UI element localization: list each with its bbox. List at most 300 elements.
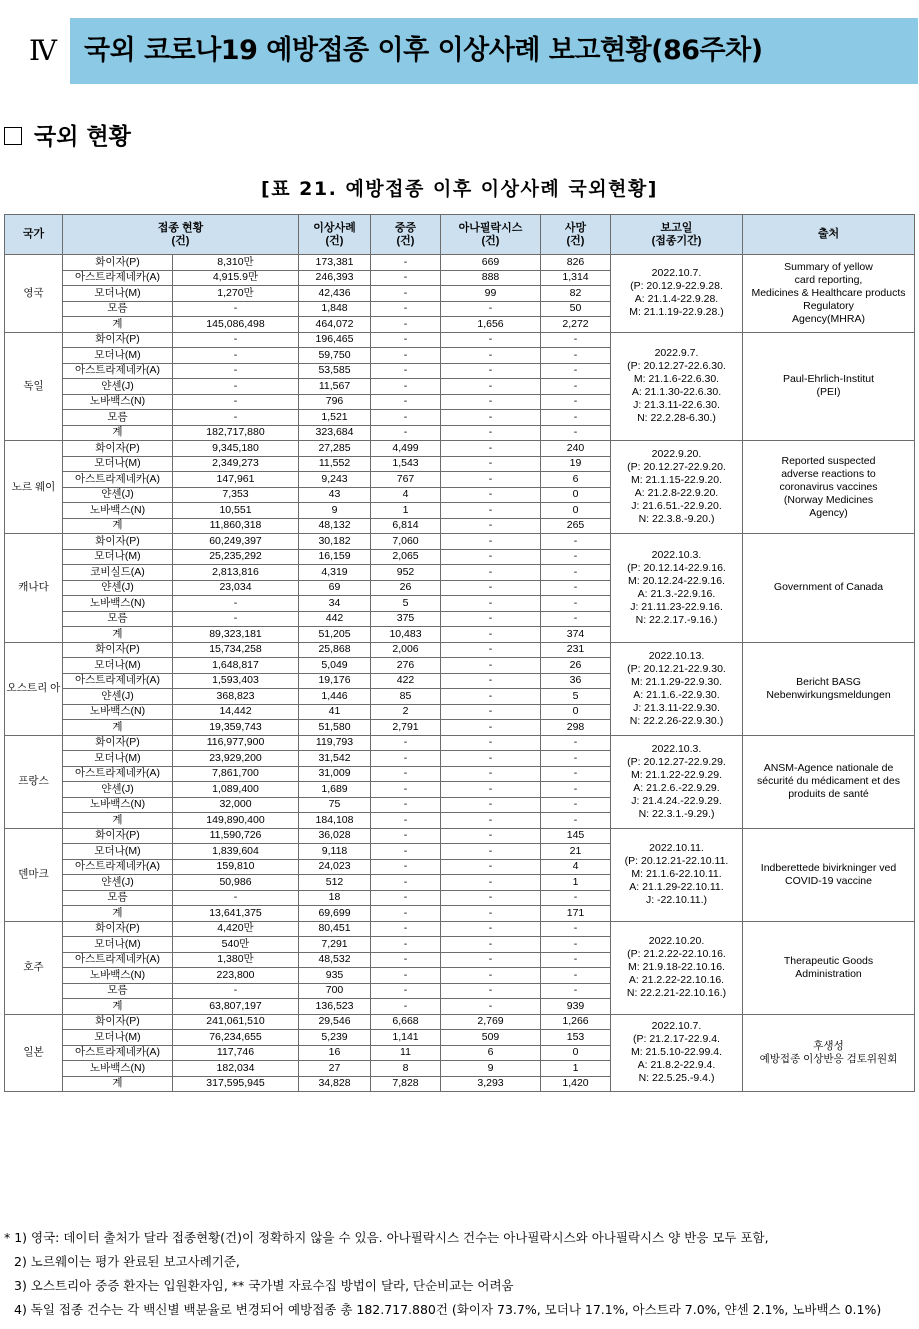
table-cell: - — [441, 937, 541, 953]
table-cell: 240 — [541, 441, 611, 457]
table-cell: 53,585 — [299, 363, 371, 379]
table-cell: - — [371, 425, 441, 441]
vaccine-name: 계 — [63, 425, 173, 441]
vaccine-name: 계 — [63, 720, 173, 736]
column-header: 이상사례 (건) — [299, 215, 371, 255]
table-cell: - — [173, 410, 299, 426]
table-cell: 19,359,743 — [173, 720, 299, 736]
table-cell: 4,420만 — [173, 921, 299, 937]
table-cell: 18 — [299, 890, 371, 906]
section-title: 국외 현황 — [34, 124, 131, 150]
table-cell: - — [371, 875, 441, 891]
table-cell: - — [371, 844, 441, 860]
vaccine-name: 노바백스(N) — [63, 1061, 173, 1077]
table-row — [5, 534, 915, 550]
table-cell: 2,006 — [371, 642, 441, 658]
table-cell: 19,176 — [299, 673, 371, 689]
table-row — [5, 255, 915, 271]
country-name: 프랑스 — [5, 735, 63, 828]
table-cell: 223,800 — [173, 968, 299, 984]
table-cell: - — [173, 379, 299, 395]
table-cell: 145 — [541, 828, 611, 844]
table-cell: - — [441, 534, 541, 550]
vaccine-name: 아스트라제네카(A) — [63, 859, 173, 875]
table-cell: 11,567 — [299, 379, 371, 395]
footnote: 4) 독일 접종 건수는 각 백신별 백분율로 변경되어 예방접종 총 182.717.880건 (화이자 73.7%, 모더나 17.1%, 아스트라 7.0%, 얀센 2.1%, 노바백스 0.1%) — [14, 1302, 882, 1317]
table-cell: 82 — [541, 286, 611, 302]
table-cell: 26 — [371, 580, 441, 596]
table-cell: 2 — [371, 704, 441, 720]
table-cell: - — [441, 875, 541, 891]
table-cell: 796 — [299, 394, 371, 410]
table-cell: - — [541, 596, 611, 612]
table-cell: 23,034 — [173, 580, 299, 596]
table-cell: 8 — [371, 1061, 441, 1077]
table-cell: - — [371, 348, 441, 364]
vaccine-name: 모더나(M) — [63, 751, 173, 767]
table-cell: 4,915.9만 — [173, 270, 299, 286]
country-name: 영국 — [5, 255, 63, 333]
table-cell: - — [441, 611, 541, 627]
table-cell: - — [541, 968, 611, 984]
table-cell: 5 — [371, 596, 441, 612]
vaccine-name: 화이자(P) — [63, 642, 173, 658]
table-cell: 512 — [299, 875, 371, 891]
vaccine-name: 모더나(M) — [63, 844, 173, 860]
country-name: 독일 — [5, 332, 63, 441]
table-cell: 4 — [541, 859, 611, 875]
vaccine-name: 모더나(M) — [63, 1030, 173, 1046]
table-cell: - — [441, 456, 541, 472]
table-cell: 59,750 — [299, 348, 371, 364]
table-cell: 7,291 — [299, 937, 371, 953]
table-cell: 159,810 — [173, 859, 299, 875]
table-cell: - — [441, 689, 541, 705]
vaccine-name: 얀센(J) — [63, 379, 173, 395]
table-cell: - — [371, 379, 441, 395]
vaccine-name: 모더나(M) — [63, 549, 173, 565]
table-cell: 116,977,900 — [173, 735, 299, 751]
table-cell: - — [371, 751, 441, 767]
table-cell: - — [541, 735, 611, 751]
table-cell: 10,483 — [371, 627, 441, 643]
table-row — [5, 828, 915, 844]
column-header: 아나필락시스 (건) — [441, 215, 541, 255]
table-cell: 184,108 — [299, 813, 371, 829]
adverse-events-table — [4, 214, 915, 1092]
vaccine-name: 계 — [63, 518, 173, 534]
vaccine-name: 노바백스(N) — [63, 503, 173, 519]
table-cell: 5,049 — [299, 658, 371, 674]
chapter-number: Ⅳ — [20, 18, 66, 84]
table-cell: 374 — [541, 627, 611, 643]
table-cell: - — [173, 611, 299, 627]
table-cell: 4,499 — [371, 441, 441, 457]
table-cell: 26 — [541, 658, 611, 674]
table-cell: 9,345,180 — [173, 441, 299, 457]
table-cell: 0 — [541, 487, 611, 503]
vaccine-name: 모더나(M) — [63, 658, 173, 674]
table-cell: - — [441, 441, 541, 457]
table-cell: - — [441, 627, 541, 643]
table-cell: 7,060 — [371, 534, 441, 550]
data-source: Therapeutic Goods Administration — [743, 921, 915, 1014]
table-cell: 136,523 — [299, 999, 371, 1015]
table-cell: 34,828 — [299, 1076, 371, 1092]
table-body — [5, 255, 915, 1092]
table-cell: - — [441, 673, 541, 689]
table-cell: 0 — [541, 1045, 611, 1061]
table-cell: - — [541, 348, 611, 364]
table-cell: 51,205 — [299, 627, 371, 643]
country-name: 캐나다 — [5, 534, 63, 643]
table-cell: 6 — [441, 1045, 541, 1061]
column-header: 사망 (건) — [541, 215, 611, 255]
table-cell: - — [173, 596, 299, 612]
column-header: 중증 (건) — [371, 215, 441, 255]
table-cell: 464,072 — [299, 317, 371, 333]
table-cell: 50 — [541, 301, 611, 317]
table-cell: - — [173, 890, 299, 906]
chapter-header — [0, 18, 919, 84]
table-cell: 1,314 — [541, 270, 611, 286]
table-cell: 50,986 — [173, 875, 299, 891]
vaccine-name: 얀센(J) — [63, 689, 173, 705]
table-cell: 31,542 — [299, 751, 371, 767]
table-cell: - — [441, 425, 541, 441]
table-cell: - — [541, 611, 611, 627]
table-cell: - — [441, 952, 541, 968]
table-cell: - — [441, 580, 541, 596]
table-cell: 265 — [541, 518, 611, 534]
table-cell: 41 — [299, 704, 371, 720]
footnote: * 1) 영국: 데이터 출처가 달라 접종현황(건)이 정확하지 않을 수 있음. 아나필락시스 건수는 아나필락시스와 아나필락시스 양 반응 모두 포함, — [4, 1230, 769, 1245]
table-cell: - — [541, 766, 611, 782]
table-cell: - — [441, 394, 541, 410]
table-cell: 51,580 — [299, 720, 371, 736]
vaccine-name: 계 — [63, 627, 173, 643]
table-cell: 1 — [541, 875, 611, 891]
column-header: 국가 — [5, 215, 63, 255]
table-cell: 442 — [299, 611, 371, 627]
column-header: 출처 — [743, 215, 915, 255]
vaccine-name: 노바백스(N) — [63, 797, 173, 813]
table-cell: - — [173, 394, 299, 410]
table-cell: 48,132 — [299, 518, 371, 534]
table-cell: - — [371, 999, 441, 1015]
table-cell: - — [371, 906, 441, 922]
vaccine-name: 화이자(P) — [63, 534, 173, 550]
table-cell: 368,823 — [173, 689, 299, 705]
table-cell: 1,656 — [441, 317, 541, 333]
table-cell: 1,141 — [371, 1030, 441, 1046]
table-cell: - — [441, 549, 541, 565]
table-cell: - — [541, 813, 611, 829]
table-cell: - — [371, 968, 441, 984]
table-cell: 952 — [371, 565, 441, 581]
table-cell: - — [541, 952, 611, 968]
table-cell: 0 — [541, 704, 611, 720]
report-date: 2022.9.7. (P: 20.12.27-22.6.30. M: 21.1.6-22.6.30. A: 21.1.30-22.6.30. J: 21.3.11-22.6.30. N: 22.2.28-6.30.) — [611, 332, 743, 441]
table-cell: 241,061,510 — [173, 1014, 299, 1030]
table-cell: 231 — [541, 642, 611, 658]
table-cell: 1,543 — [371, 456, 441, 472]
column-header: 보고일 (접종기간) — [611, 215, 743, 255]
table-cell: - — [371, 782, 441, 798]
table-cell: - — [371, 983, 441, 999]
table-cell: 42,436 — [299, 286, 371, 302]
vaccine-name: 모름 — [63, 983, 173, 999]
vaccine-name: 모름 — [63, 890, 173, 906]
vaccine-name: 모더나(M) — [63, 937, 173, 953]
table-cell: - — [541, 534, 611, 550]
table-cell: - — [441, 704, 541, 720]
table-cell: 9,118 — [299, 844, 371, 860]
vaccine-name: 화이자(P) — [63, 332, 173, 348]
table-cell: - — [441, 565, 541, 581]
table-cell: - — [441, 410, 541, 426]
table-cell: 171 — [541, 906, 611, 922]
table-cell: 5,239 — [299, 1030, 371, 1046]
data-source: Government of Canada — [743, 534, 915, 643]
table-cell: - — [441, 735, 541, 751]
vaccine-name: 계 — [63, 317, 173, 333]
table-cell: 25,868 — [299, 642, 371, 658]
vaccine-name: 화이자(P) — [63, 921, 173, 937]
table-cell: 9 — [441, 1061, 541, 1077]
table-cell: 3,293 — [441, 1076, 541, 1092]
table-cell: - — [441, 332, 541, 348]
table-cell: - — [441, 379, 541, 395]
table-cell: 1,839,604 — [173, 844, 299, 860]
table-cell: - — [371, 735, 441, 751]
data-source: Bericht BASG Nebenwirkungsmeldungen — [743, 642, 915, 735]
data-source: Paul-Ehrlich-Institut (PEI) — [743, 332, 915, 441]
table-cell: 4 — [371, 487, 441, 503]
table-cell: 23,929,200 — [173, 751, 299, 767]
table-cell: 939 — [541, 999, 611, 1015]
column-header: 접종 현황 (건) — [63, 215, 299, 255]
table-cell: - — [441, 720, 541, 736]
table-cell: 63,807,197 — [173, 999, 299, 1015]
table-cell: 1 — [541, 1061, 611, 1077]
vaccine-name: 계 — [63, 906, 173, 922]
table-cell: 173,381 — [299, 255, 371, 271]
table-cell: 6,814 — [371, 518, 441, 534]
table-cell: - — [371, 797, 441, 813]
table-cell: - — [371, 952, 441, 968]
table-cell: 75 — [299, 797, 371, 813]
report-date: 2022.10.7. (P: 21.2.17-22.9.4. M: 21.5.10-22.99.4. A: 21.8.2-22.9.4. N: 22.5.25.-9.4.) — [611, 1014, 743, 1092]
table-row — [5, 642, 915, 658]
table-cell: 1,521 — [299, 410, 371, 426]
table-cell: 2,813,816 — [173, 565, 299, 581]
table-cell: - — [441, 472, 541, 488]
table-cell: - — [371, 332, 441, 348]
table-cell: - — [441, 642, 541, 658]
table-cell: 89,323,181 — [173, 627, 299, 643]
table-cell: 27,285 — [299, 441, 371, 457]
table-cell: 1,266 — [541, 1014, 611, 1030]
footnote: 2) 노르웨이는 평가 완료된 보고사례기준, — [14, 1254, 240, 1269]
table-cell: - — [371, 317, 441, 333]
table-cell: - — [441, 487, 541, 503]
table-cell: 2,065 — [371, 549, 441, 565]
table-header-row — [5, 215, 915, 255]
table-cell: 767 — [371, 472, 441, 488]
vaccine-name: 코비실드(A) — [63, 565, 173, 581]
vaccine-name: 화이자(P) — [63, 735, 173, 751]
table-row — [5, 332, 915, 348]
table-cell: 9,243 — [299, 472, 371, 488]
table-cell: 30,182 — [299, 534, 371, 550]
data-source: Summary of yellow card reporting, Medicines & Healthcare products Regulatory Agency(MHRA) — [743, 255, 915, 333]
report-date: 2022.10.7. (P: 20.12.9-22.9.28. A: 21.1.4-22.9.28. M: 21.1.19-22.9.28.) — [611, 255, 743, 333]
table-cell: - — [441, 968, 541, 984]
table-cell: - — [371, 255, 441, 271]
table-cell: - — [541, 580, 611, 596]
table-cell: 27 — [299, 1061, 371, 1077]
table-cell: - — [541, 782, 611, 798]
vaccine-name: 얀센(J) — [63, 487, 173, 503]
report-date: 2022.9.20. (P: 20.12.27-22.9.20. M: 21.1.15-22.9.20. A: 21.2.8-22.9.20. J: 21.6.51.-22.9.20. N: 22.3.8.-9.20.) — [611, 441, 743, 534]
vaccine-name: 모더나(M) — [63, 286, 173, 302]
table-cell: 6 — [541, 472, 611, 488]
chapter-title: 국외 코로나19 예방접종 이후 이상사례 보고현황(86주차) — [84, 35, 763, 66]
table-cell: - — [541, 363, 611, 379]
table-cell: 85 — [371, 689, 441, 705]
table-cell: 0 — [541, 503, 611, 519]
table-cell: - — [441, 890, 541, 906]
table-cell: - — [441, 348, 541, 364]
table-cell: - — [441, 503, 541, 519]
table-cell: 1,689 — [299, 782, 371, 798]
table-cell: 69,699 — [299, 906, 371, 922]
vaccine-name: 계 — [63, 813, 173, 829]
table-cell: - — [173, 983, 299, 999]
table-cell: 119,793 — [299, 735, 371, 751]
table-cell: 69 — [299, 580, 371, 596]
table-cell: - — [441, 596, 541, 612]
table-cell: 1,648,817 — [173, 658, 299, 674]
vaccine-name: 화이자(P) — [63, 441, 173, 457]
table-cell: - — [441, 859, 541, 875]
table-cell: 60,249,397 — [173, 534, 299, 550]
table-cell: 11,590,726 — [173, 828, 299, 844]
country-name: 호주 — [5, 921, 63, 1014]
table-cell: 145,086,498 — [173, 317, 299, 333]
table-cell: 21 — [541, 844, 611, 860]
vaccine-name: 아스트라제네카(A) — [63, 363, 173, 379]
table-caption: [표 21. 예방접종 이후 이상사례 국외현황] — [261, 178, 658, 200]
table-cell: 1,593,403 — [173, 673, 299, 689]
vaccine-name: 아스트라제네카(A) — [63, 1045, 173, 1061]
table-cell: 7,353 — [173, 487, 299, 503]
table-cell: - — [371, 394, 441, 410]
table-cell: - — [441, 921, 541, 937]
table-cell: 34 — [299, 596, 371, 612]
table-row — [5, 441, 915, 457]
table-cell: - — [541, 565, 611, 581]
table-cell: - — [441, 518, 541, 534]
country-name: 일본 — [5, 1014, 63, 1092]
vaccine-name: 모름 — [63, 611, 173, 627]
table-cell: - — [541, 983, 611, 999]
table-cell: 935 — [299, 968, 371, 984]
table-cell: 80,451 — [299, 921, 371, 937]
table-cell: - — [371, 410, 441, 426]
table-cell: 6,668 — [371, 1014, 441, 1030]
table-row — [5, 1014, 915, 1030]
table-cell: - — [441, 828, 541, 844]
table-cell: 153 — [541, 1030, 611, 1046]
data-source: Reported suspected adverse reactions to coronavirus vaccines (Norway Medicines Agency) — [743, 441, 915, 534]
country-name: 덴마크 — [5, 828, 63, 921]
table-cell: 182,717,880 — [173, 425, 299, 441]
footnotes — [4, 1226, 916, 1322]
table-cell: 1,380만 — [173, 952, 299, 968]
table-cell: - — [371, 828, 441, 844]
report-date: 2022.10.13. (P: 20.12.21-22.9.30. M: 21.1.29-22.9.30. A: 21.1.6.-22.9.30. J: 21.3.11-22.9.30. N: 22.2.26-22.9.30.) — [611, 642, 743, 735]
vaccine-name: 아스트라제네카(A) — [63, 270, 173, 286]
table-cell: 32,000 — [173, 797, 299, 813]
vaccine-name: 아스트라제네카(A) — [63, 472, 173, 488]
table-cell: - — [371, 363, 441, 379]
table-cell: 375 — [371, 611, 441, 627]
report-date: 2022.10.3. (P: 20.12.14-22.9.16. M: 20.12.24-22.9.16. A: 21.3.-22.9.16. J: 21.11.23-22.9.16. N: 22.2.17.-9.16.) — [611, 534, 743, 643]
table-cell: 2,769 — [441, 1014, 541, 1030]
table-cell: - — [441, 906, 541, 922]
table-cell: - — [541, 410, 611, 426]
table-cell: - — [371, 859, 441, 875]
table-cell: 99 — [441, 286, 541, 302]
table-cell: - — [173, 301, 299, 317]
table-cell: 2,272 — [541, 317, 611, 333]
table-cell: - — [173, 348, 299, 364]
table-cell: 422 — [371, 673, 441, 689]
table-cell: - — [371, 921, 441, 937]
vaccine-name: 계 — [63, 1076, 173, 1092]
report-date: 2022.10.3. (P: 20.12.27-22.9.29. M: 21.1.22-22.9.29. A: 21.2.6.-22.9.29. J: 21.4.24.-22.9.29. N: 22.3.1.-9.29.) — [611, 735, 743, 828]
table-cell: 16,159 — [299, 549, 371, 565]
vaccine-name: 화이자(P) — [63, 828, 173, 844]
table-cell: 1,089,400 — [173, 782, 299, 798]
vaccine-name: 모름 — [63, 410, 173, 426]
table-cell: - — [371, 286, 441, 302]
vaccine-name: 모름 — [63, 301, 173, 317]
table-cell: 43 — [299, 487, 371, 503]
table-cell: 7,861,700 — [173, 766, 299, 782]
table-cell: 540만 — [173, 937, 299, 953]
vaccine-name: 아스트라제네카(A) — [63, 766, 173, 782]
table-cell: 76,234,655 — [173, 1030, 299, 1046]
table-cell: - — [441, 999, 541, 1015]
table-cell: - — [371, 813, 441, 829]
table-cell: - — [541, 379, 611, 395]
table-cell: - — [441, 658, 541, 674]
table-cell: - — [441, 766, 541, 782]
table-cell: 117,746 — [173, 1045, 299, 1061]
table-cell: 669 — [441, 255, 541, 271]
table-cell: 19 — [541, 456, 611, 472]
table-cell: 826 — [541, 255, 611, 271]
report-date: 2022.10.11. (P: 20.12.21-22.10.11. M: 21.1.6-22.10.11. A: 21.1.29-22.10.11. J: -22.10.11.) — [611, 828, 743, 921]
table-cell: - — [541, 549, 611, 565]
table-cell: - — [541, 921, 611, 937]
table-cell: 16 — [299, 1045, 371, 1061]
table-cell: 888 — [441, 270, 541, 286]
data-source: ANSM-Agence nationale de sécurité du médicament et des produits de santé — [743, 735, 915, 828]
